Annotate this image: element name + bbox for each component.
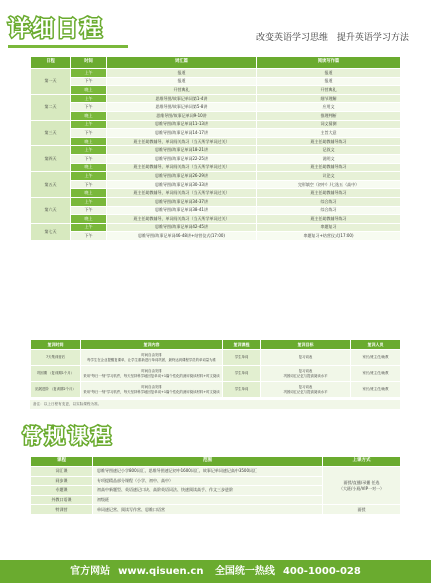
- reading-cell: 记叙文: [257, 146, 401, 155]
- day-cell: 第七天: [31, 223, 71, 240]
- time-cell: 晚上: [71, 163, 107, 172]
- reading-cell: 综合练习: [257, 206, 401, 215]
- review-row: [31, 350, 401, 366]
- reading-cell: 报道: [257, 77, 401, 86]
- time-cell: 下午: [71, 154, 107, 163]
- review-row: [31, 366, 401, 382]
- schedule-row: [31, 197, 401, 206]
- regular-method-cell: [323, 467, 401, 505]
- schedule-row: [31, 129, 401, 138]
- page-header: [0, 0, 431, 46]
- schedule-row: [31, 103, 401, 112]
- title-underline: [8, 45, 128, 48]
- schedule-row: [31, 232, 401, 241]
- schedule-body: [31, 69, 401, 241]
- reading-cell: 议论文: [257, 172, 401, 181]
- footer-hotline[interactable]: 400-1000-028: [282, 566, 361, 577]
- regular-course-cell: 词汇课: [31, 467, 93, 477]
- reading-cell: 班主任助教辅导练习: [257, 189, 401, 198]
- reading-cell: 班主任助教辅导练习: [257, 163, 401, 172]
- regular-method-last: 面授: [323, 505, 401, 515]
- schedule-row: [31, 163, 401, 172]
- vocab-cell: 班主任助教辅导，单词闯关练习（当天所学单词过关）: [107, 215, 257, 224]
- reading-cell: 细节理解: [257, 94, 401, 103]
- time-cell: 晚上: [71, 86, 107, 95]
- time-cell: 晚上: [71, 215, 107, 224]
- reading-cell: 词义猜测: [257, 120, 401, 129]
- vocab-cell: 思维导图/故事记单词14-17讲: [107, 129, 257, 138]
- review-goal: 复习词表: [298, 355, 313, 360]
- footer: [0, 560, 431, 583]
- review-time-cell: 7天集训营后: [31, 350, 81, 366]
- vocab-cell: 思维导图/故事记单词42-45讲: [107, 223, 257, 232]
- schedule-table: [30, 56, 401, 241]
- regular-body: [31, 467, 401, 515]
- time-cell: 晚上: [71, 137, 107, 146]
- schedule-row: [31, 111, 401, 120]
- review-col-goal: 复训目标: [261, 340, 351, 350]
- review-goal-detail: 巩固词汇记忆与提高阅读水平: [283, 389, 328, 394]
- time-cell: 下午: [71, 180, 107, 189]
- reading-cell: 串题复习+结营仪式(17:00): [257, 232, 401, 241]
- time-cell: 上午: [71, 69, 107, 78]
- review-people-cell: 家长/班主任/助教: [351, 366, 401, 382]
- day-cell: 第五天: [31, 172, 71, 198]
- vocab-cell: 班主任助教辅导，单词闯关练习（当天所学单词过关）: [107, 137, 257, 146]
- time-cell: 晚上: [71, 189, 107, 198]
- col-header-day: 日程: [31, 57, 71, 69]
- schedule-row: [31, 94, 401, 103]
- review-content-title: 时间自由安排: [141, 369, 162, 374]
- review-col-time: 复训时间: [31, 340, 81, 350]
- review-people-cell: 家长/班主任/助教: [351, 382, 401, 398]
- vocab-cell: 班主任助教辅导，单词闯关练习（当天所学单词过关）: [107, 189, 257, 198]
- review-time-cell: 拓展进阶 （复训期2个月）: [31, 382, 81, 398]
- review-goal: 复习词表: [298, 369, 313, 374]
- footer-site-label: 官方网站: [70, 566, 111, 577]
- schedule-row: [31, 172, 401, 181]
- reading-cell: 应用文: [257, 103, 401, 112]
- review-content-text: 采用"每日一刻"学习软件，每天坚持科学地回复单词+1篇个性化的测评阅读材料+时文阅读: [83, 373, 220, 378]
- vocab-cell: 思维导图/故事记单词38-41讲: [107, 206, 257, 215]
- reading-cell: 班主任助教辅导练习: [257, 137, 401, 146]
- schedule-row: [31, 146, 401, 155]
- time-cell: 下午: [71, 129, 107, 138]
- method-line: 面授/直播/录播 任选: [343, 479, 380, 485]
- review-note: 备注：以上日程有变更，以实际课程为准。: [30, 400, 400, 409]
- regular-col-method: 上课方式: [323, 457, 401, 467]
- review-content-cell: [81, 350, 223, 366]
- regular-scope-cell: 初级班: [93, 495, 323, 505]
- review-goal-cell: [261, 350, 351, 366]
- regular-scope-cell: 初高中新题型、英语速记口诀、高阶英语词法、快速阅读高手、作文三步进阶: [93, 486, 323, 496]
- col-header-reading: 阅读写作篇: [257, 57, 401, 69]
- schedule-row: [31, 223, 401, 232]
- vocab-cell: 思维导图/故事记单词30-33讲: [107, 180, 257, 189]
- regular-scope-cell: 思维导图速记小学800词汇、思维导图速记初中1600词汇、故事记单词速记高中3500词汇: [93, 467, 323, 477]
- regular-scope-cell: 专项提精品部分课程（小学、初中、高中）: [93, 476, 323, 486]
- vocab-cell: 思维导图/故事记单词9-10讲: [107, 111, 257, 120]
- regular-table: [30, 456, 401, 515]
- review-content-text: 每学生在企业提醒复课单，让学生重新进行单词巩固，最终达到课程学员的单词量为准: [87, 357, 216, 362]
- reading-cell: 主旨大意: [257, 129, 401, 138]
- regular-row: [31, 467, 401, 477]
- vocab-cell: 思维导图/故事记单词22-25讲: [107, 154, 257, 163]
- time-cell: 上午: [71, 172, 107, 181]
- schedule-row: [31, 86, 401, 95]
- regular-course-cell: 同步课: [31, 476, 93, 486]
- review-goal: 复习词表: [298, 385, 313, 390]
- vocab-cell: 思维导图/故事记单词11-13讲: [107, 120, 257, 129]
- regular-row: [31, 505, 401, 515]
- review-content-cell: [81, 366, 223, 382]
- vocab-cell: 报道: [107, 77, 257, 86]
- regular-col-course: 课程: [31, 457, 93, 467]
- col-header-vocab: 词汇篇: [107, 57, 257, 69]
- day-cell: 第三天: [31, 120, 71, 146]
- schedule-row: [31, 180, 401, 189]
- review-course-cell: 学生单词: [223, 382, 261, 398]
- vocab-cell: 思维导图/故事记单词18-21讲: [107, 146, 257, 155]
- day-cell: 第四天: [31, 146, 71, 172]
- schedule-row: [31, 69, 401, 78]
- review-goal-cell: [261, 382, 351, 398]
- schedule-row: [31, 189, 401, 198]
- regular-col-scope: 范围: [93, 457, 323, 467]
- day-cell: 第一天: [31, 69, 71, 95]
- review-content-text: 采用"每日一刻"学习软件，每天坚持科学地回复单词+1篇个性化的测评阅读材料+时文阅读: [83, 389, 220, 394]
- review-body: [31, 350, 401, 398]
- schedule-row: [31, 137, 401, 146]
- slogan-1: 改变英语学习思维: [256, 33, 329, 43]
- vocab-cell: 思维导图/故事记单词第1-4讲: [107, 94, 257, 103]
- reading-cell: 班主任助教辅导练习: [257, 215, 401, 224]
- method-line: （大班/小班/VIP一对一）: [338, 485, 385, 491]
- vocab-cell: 思维导图/故事记单词46-48讲+结营仪式(17:00): [107, 232, 257, 241]
- review-table: [30, 339, 401, 398]
- slogan-2: 提升英语学习方法: [336, 33, 409, 43]
- vocab-cell: 思维导图/故事记单词34-37讲: [107, 197, 257, 206]
- review-people-cell: 家长/班主任/助教: [351, 350, 401, 366]
- regular-title: 常规课程: [22, 424, 114, 448]
- schedule-row: [31, 77, 401, 86]
- schedule-row: [31, 120, 401, 129]
- review-content-title: 时间自由安排: [141, 353, 162, 358]
- page-title: 详细日程: [8, 17, 105, 42]
- reading-cell: 说明文: [257, 154, 401, 163]
- reading-cell: 串题复习: [257, 223, 401, 232]
- review-time-cell: 巩固期 （复训期1个月）: [31, 366, 81, 382]
- vocab-cell: 班主任助教辅导，单词闯关练习（当天所学单词过关）: [107, 163, 257, 172]
- review-goal-detail: 巩固词汇记忆与提高阅读水平: [283, 373, 328, 378]
- slogan: [250, 30, 409, 43]
- review-content-cell: [81, 382, 223, 398]
- time-cell: 上午: [71, 94, 107, 103]
- time-cell: 下午: [71, 77, 107, 86]
- reading-cell: 报道: [257, 69, 401, 78]
- review-row: [31, 382, 401, 398]
- day-cell: 第六天: [31, 197, 71, 223]
- review-col-people: 复训人员: [351, 340, 401, 350]
- review-content-title: 时间自由安排: [141, 385, 162, 390]
- review-col-content: 复训内容: [81, 340, 223, 350]
- time-cell: 上午: [71, 146, 107, 155]
- regular-course-cell: 外教口语课: [31, 495, 93, 505]
- schedule-row: [31, 206, 401, 215]
- time-cell: 下午: [71, 103, 107, 112]
- footer-site[interactable]: www.qisuen.cn: [118, 566, 204, 577]
- time-cell: 晚上: [71, 111, 107, 120]
- review-col-course: 复训课程: [223, 340, 261, 350]
- time-cell: 上午: [71, 120, 107, 129]
- review-course-cell: 学生单词: [223, 350, 261, 366]
- reading-cell: 综合练习: [257, 197, 401, 206]
- regular-course-cell: 专题课: [31, 486, 93, 496]
- schedule-row: [31, 154, 401, 163]
- footer-hotline-label: 全国统一热线: [214, 566, 275, 577]
- time-cell: 下午: [71, 232, 107, 241]
- day-cell: 第二天: [31, 94, 71, 120]
- review-course-cell: 学生单词: [223, 366, 261, 382]
- regular-scope-cell: 单词速记营、阅读写作营、思维口语营: [93, 505, 323, 515]
- review-goal-cell: [261, 366, 351, 382]
- vocab-cell: 报道: [107, 69, 257, 78]
- reading-cell: 完形填空（初中）/七选五（高中）: [257, 180, 401, 189]
- time-cell: 下午: [71, 206, 107, 215]
- vocab-cell: 思维导图/故事记单词第5-8讲: [107, 103, 257, 112]
- schedule-row: [31, 215, 401, 224]
- col-header-time: 时间: [71, 57, 107, 69]
- reading-cell: 推理判断: [257, 111, 401, 120]
- time-cell: 上午: [71, 197, 107, 206]
- vocab-cell: 思维导图/故事记单词26-29讲: [107, 172, 257, 181]
- vocab-cell: 开营典礼: [107, 86, 257, 95]
- time-cell: 上午: [71, 223, 107, 232]
- regular-course-cell: 特训营: [31, 505, 93, 515]
- reading-cell: 开营典礼: [257, 86, 401, 95]
